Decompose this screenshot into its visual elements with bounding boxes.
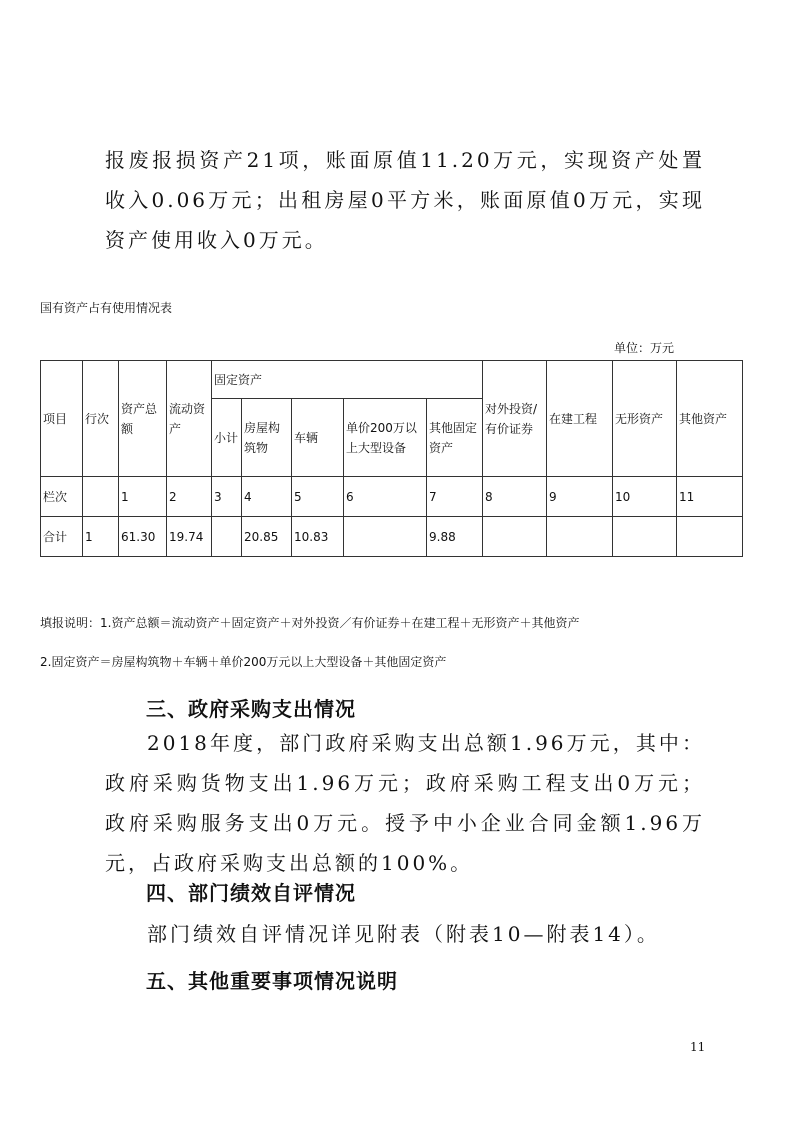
table-cell: 10.83 bbox=[292, 517, 344, 557]
table-row bbox=[41, 477, 743, 517]
table-cell: 19.74 bbox=[167, 517, 212, 557]
table-cell bbox=[613, 517, 677, 557]
table-cell bbox=[483, 517, 547, 557]
table-cell bbox=[83, 477, 119, 517]
header-investment: 对外投资/有价证券 bbox=[483, 361, 547, 477]
header-vehicles: 车辆 bbox=[292, 399, 344, 477]
header-large-equipment: 单价200万以上大型设备 bbox=[344, 399, 427, 477]
table-cell: 1 bbox=[83, 517, 119, 557]
table-header-row bbox=[41, 361, 743, 399]
table-cell: 20.85 bbox=[242, 517, 292, 557]
table-cell: 1 bbox=[119, 477, 167, 517]
header-current-assets: 流动资产 bbox=[167, 361, 212, 477]
note-1: 填报说明：1.资产总额＝流动资产＋固定资产＋对外投资／有价证券＋在建工程＋无形资产＋其他资产 bbox=[40, 616, 580, 630]
table-cell: 7 bbox=[427, 477, 483, 517]
table-cell bbox=[344, 517, 427, 557]
header-construction: 在建工程 bbox=[547, 361, 613, 477]
table-cell bbox=[547, 517, 613, 557]
table-cell: 9.88 bbox=[427, 517, 483, 557]
assets-table bbox=[40, 360, 743, 557]
header-other-fixed: 其他固定资产 bbox=[427, 399, 483, 477]
header-row-no: 行次 bbox=[83, 361, 119, 477]
table-cell: 61.30 bbox=[119, 517, 167, 557]
table-cell: 6 bbox=[344, 477, 427, 517]
note-2: 2.固定资产＝房屋构筑物＋车辆＋单价200万元以上大型设备＋其他固定资产 bbox=[40, 655, 447, 669]
section-5-heading: 五、其他重要事项情况说明 bbox=[146, 969, 398, 993]
table-cell bbox=[212, 517, 242, 557]
table-cell: 9 bbox=[547, 477, 613, 517]
section-4-heading: 四、部门绩效自评情况 bbox=[146, 881, 356, 905]
header-other-assets: 其他资产 bbox=[677, 361, 743, 477]
table-cell: 5 bbox=[292, 477, 344, 517]
section-3-heading: 三、政府采购支出情况 bbox=[146, 697, 356, 721]
top-paragraph: 报废报损资产21项，账面原值11.20万元，实现资产处置收入0.06万元；出租房屋0平方米，账面原值0万元，实现资产使用收入0万元。 bbox=[105, 148, 705, 252]
header-total-assets: 资产总额 bbox=[119, 361, 167, 477]
table-cell: 3 bbox=[212, 477, 242, 517]
table-cell: 8 bbox=[483, 477, 547, 517]
section-4-paragraph: 部门绩效自评情况详见附表（附表10—附表14）。 bbox=[147, 922, 660, 946]
table-cell: 栏次 bbox=[41, 477, 83, 517]
header-intangible: 无形资产 bbox=[613, 361, 677, 477]
table-title: 国有资产占有使用情况表 bbox=[40, 301, 173, 315]
header-subtotal: 小计 bbox=[212, 399, 242, 477]
header-item: 项目 bbox=[41, 361, 83, 477]
table-cell bbox=[677, 517, 743, 557]
header-buildings: 房屋构筑物 bbox=[242, 399, 292, 477]
table-cell: 合计 bbox=[41, 517, 83, 557]
section-3-paragraph: 2018年度，部门政府采购支出总额1.96万元，其中：政府采购货物支出1.96万元；政府采购工程支出0万元；政府采购服务支出0万元。授予中小企业合同金额1.96万元，占政府采购支出总额的100%。 bbox=[105, 731, 705, 875]
table-row bbox=[41, 517, 743, 557]
table-cell: 11 bbox=[677, 477, 743, 517]
table-cell: 2 bbox=[167, 477, 212, 517]
page-number: 11 bbox=[690, 1040, 706, 1054]
unit-label: 单位：万元 bbox=[614, 341, 675, 355]
header-fixed-assets: 固定资产 bbox=[212, 361, 483, 399]
table-cell: 4 bbox=[242, 477, 292, 517]
table-cell: 10 bbox=[613, 477, 677, 517]
